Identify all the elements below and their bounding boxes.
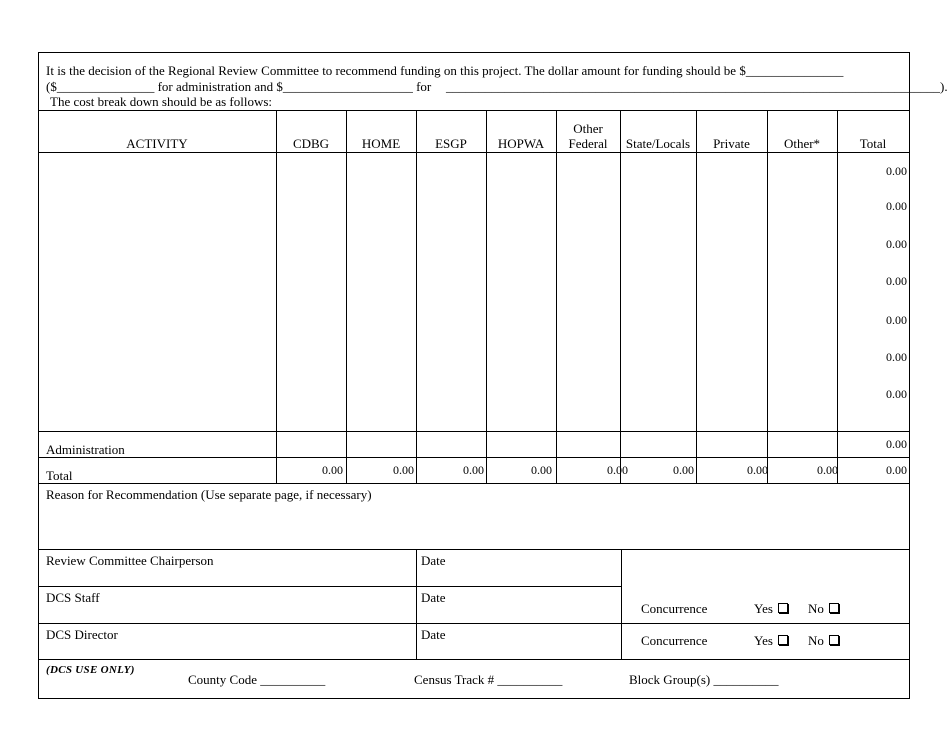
concurrence-no-1 — [808, 601, 839, 617]
chair-label: Review Committee Chairperson — [46, 553, 214, 568]
yes-checkbox-1[interactable] — [778, 603, 788, 613]
staff-date-label: Date — [421, 590, 446, 605]
block-group-field: Block Group(s) __________ — [629, 672, 779, 687]
other-federal-line1: Other — [573, 121, 603, 136]
intro-line-1: It is the decision of the Regional Review Committee to recommend funding on this project. The dollar amount for funding should be $_______________ — [46, 63, 844, 78]
no-label: No — [808, 633, 824, 648]
table-top-line — [38, 110, 909, 111]
total-esgp: 0.00 — [463, 463, 484, 477]
col-header-esgp: ESGP — [435, 136, 467, 151]
table-bottom-line — [38, 483, 909, 484]
concurrence-label-1: Concurrence — [641, 601, 708, 616]
other-federal-line2: Federal — [568, 136, 608, 151]
concurrence-yes-2 — [754, 633, 788, 649]
activity-total-3: 0.00 — [886, 237, 907, 251]
reason-label: Reason for Recommendation (Use separate page, if necessary) — [46, 487, 372, 502]
yes-label: Yes — [754, 601, 773, 616]
col-header-other: Other* — [783, 136, 821, 151]
col-divider-1 — [276, 110, 277, 483]
intro-line-3: The cost break down should be as follows: — [50, 94, 273, 109]
census-track-field: Census Track # __________ — [414, 672, 563, 687]
total-top-line — [38, 457, 909, 458]
col-divider-9 — [837, 110, 838, 483]
yes-checkbox-2[interactable] — [778, 635, 788, 645]
county-code-field: County Code __________ — [188, 672, 326, 687]
reason-bottom-line — [38, 549, 909, 550]
total-state-locals: 0.00 — [673, 463, 694, 477]
concurrence-no-2 — [808, 633, 839, 649]
concurrence-yes-1 — [754, 601, 788, 617]
admin-label: Administration — [46, 442, 125, 457]
activity-total-7: 0.00 — [886, 387, 907, 401]
director-date-label: Date — [421, 627, 446, 642]
col-divider-6 — [620, 110, 621, 483]
director-label: DCS Director — [46, 627, 118, 642]
col-divider-3 — [416, 110, 417, 483]
activity-total-6: 0.00 — [886, 350, 907, 364]
total-label: Total — [46, 468, 73, 483]
col-divider-7 — [696, 110, 697, 483]
col-header-activity: ACTIVITY — [126, 136, 188, 151]
footer-top-line — [38, 659, 909, 660]
chair-date-label: Date — [421, 553, 446, 568]
admin-top-line — [38, 431, 909, 432]
header-bottom-line — [38, 152, 909, 153]
col-divider-4 — [486, 110, 487, 483]
total-hopwa: 0.00 — [531, 463, 552, 477]
total-cdbg: 0.00 — [322, 463, 343, 477]
total-other: 0.00 — [817, 463, 838, 477]
intro-line-2-fill: ____________________________________________________________________________). — [446, 79, 948, 94]
activity-total-5: 0.00 — [886, 313, 907, 327]
dcs-use-only: (DCS USE ONLY) — [46, 664, 135, 676]
intro-line-2-start: ($_______________ for administration and $____________________ for — [46, 79, 432, 94]
col-divider-5 — [556, 110, 557, 483]
concurrence-label-2: Concurrence — [641, 633, 708, 648]
no-checkbox-2[interactable] — [829, 635, 839, 645]
col-header-state-locals: State/Locals — [625, 136, 691, 151]
col-header-cdbg: CDBG — [292, 136, 330, 151]
total-other-federal: 0.00 — [607, 463, 628, 477]
col-header-private: Private — [713, 136, 750, 151]
activity-total-2: 0.00 — [886, 199, 907, 213]
no-checkbox-1[interactable] — [829, 603, 839, 613]
col-divider-2 — [346, 110, 347, 483]
staff-top-line — [38, 586, 621, 587]
director-top-line — [38, 623, 621, 624]
col-header-hopwa: HOPWA — [497, 136, 545, 151]
col-header-other-federal — [556, 121, 620, 151]
activity-total-4: 0.00 — [886, 274, 907, 288]
col-header-home: HOME — [361, 136, 401, 151]
col-divider-8 — [767, 110, 768, 483]
yes-label: Yes — [754, 633, 773, 648]
no-label: No — [808, 601, 824, 616]
total-grand: 0.00 — [886, 463, 907, 477]
admin-total: 0.00 — [886, 437, 907, 451]
staff-label: DCS Staff — [46, 590, 100, 605]
total-home: 0.00 — [393, 463, 414, 477]
total-private: 0.00 — [747, 463, 768, 477]
concurrence-divider — [621, 623, 909, 624]
concurrence-left-line — [621, 549, 622, 659]
activity-total-1: 0.00 — [886, 164, 907, 178]
col-header-total: Total — [859, 136, 887, 151]
date-divider — [416, 549, 417, 659]
